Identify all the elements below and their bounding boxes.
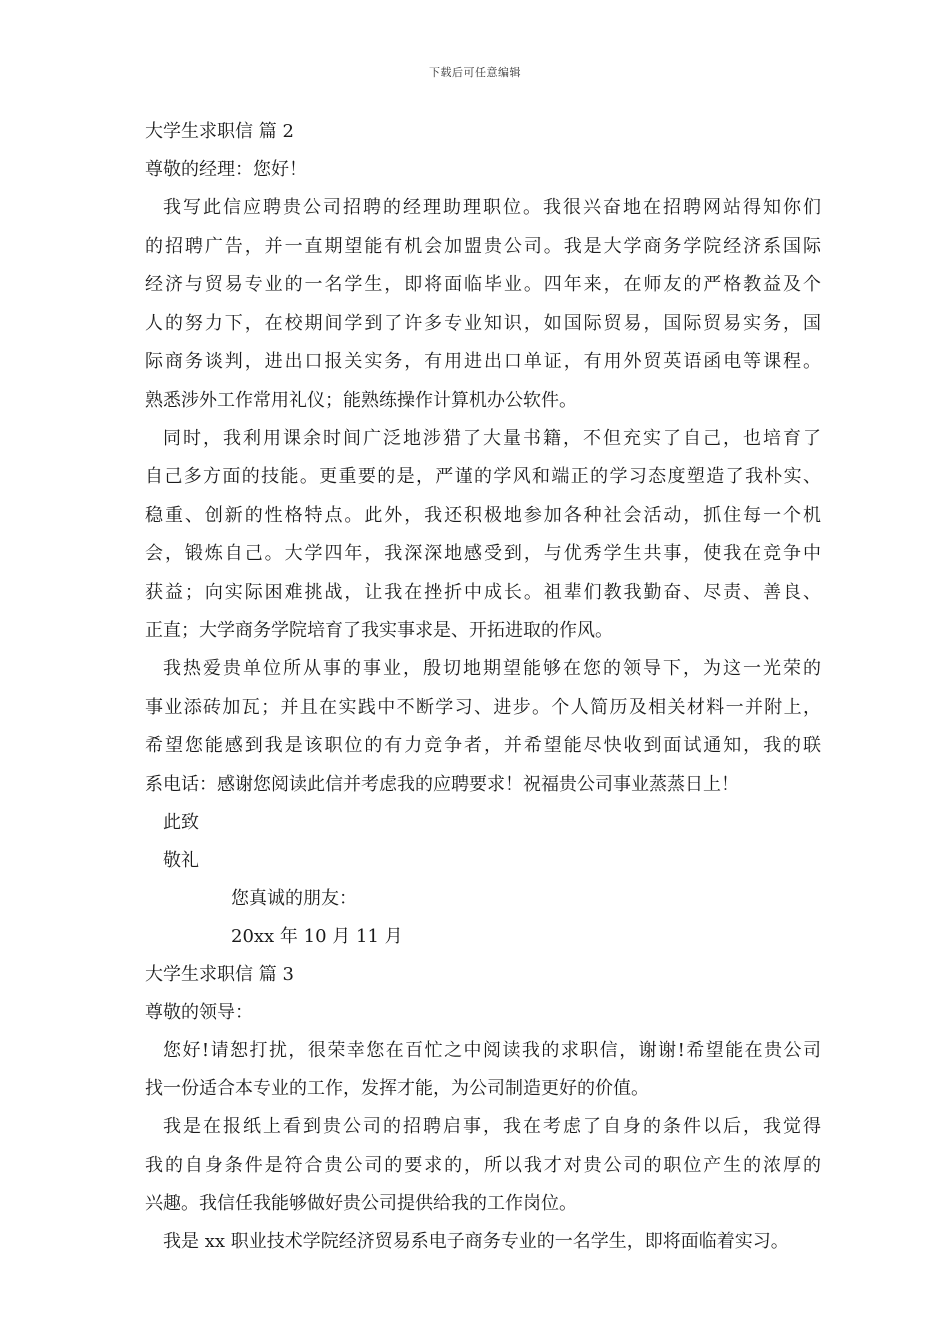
letter2-paragraph	[145, 427, 821, 643]
paragraph-line: 经济与贸易专业的一名学生，即将面临毕业。四年来，在师友的严格教益及个	[145, 274, 821, 295]
letter3-title: 大学生求职信 篇 3	[145, 963, 294, 985]
paragraph-line: 兴趣。我信任我能够做好贵公司提供给我的工作岗位。	[145, 1193, 577, 1214]
letter3-paragraph	[145, 1039, 821, 1101]
paragraph-line: 会，锻炼自己。大学四年，我深深地感受到，与优秀学生共事，使我在竞争中	[145, 543, 821, 564]
document-body	[145, 120, 821, 1268]
paragraph-line: 人的努力下，在校期间学到了许多专业知识，如国际贸易，国际贸易实务，国	[145, 312, 821, 334]
paragraph-line: 系电话：感谢您阅读此信并考虑我的应聘要求！祝福贵公司事业蒸蒸日上！	[145, 773, 739, 795]
paragraph-line: 我是在报纸上看到贵公司的招聘启事，我在考虑了自身的条件以后，我觉得	[163, 1116, 821, 1137]
paragraph-line: 熟悉涉外工作常用礼仪；能熟练操作计算机办公软件。	[145, 389, 577, 411]
letter3-salutation: 尊敬的领导：	[145, 1001, 253, 1023]
paragraph-line: 找一份适合本专业的工作，发挥才能，为公司制造更好的价值。	[145, 1078, 649, 1099]
paragraph-line: 我热爱贵单位所从事的事业，殷切地期望能够在您的领导下，为这一光荣的	[163, 658, 821, 679]
letter-date: 20xx 年 10 月 11 月	[231, 925, 403, 947]
signature: 您真诚的朋友：	[231, 887, 357, 909]
letter2-paragraph	[145, 196, 821, 412]
closing-regards: 敬礼	[163, 849, 199, 871]
paragraph-line: 我写此信应聘贵公司招聘的经理助理职位。我很兴奋地在招聘网站得知你们	[163, 197, 821, 218]
paragraph-line: 事业添砖加瓦；并且在实践中不断学习、进步。个人简历及相关材料一并附上，	[145, 696, 821, 718]
paragraph-line: 际商务谈判，进出口报关实务，有用进出口单证，有用外贸英语函电等课程。	[145, 351, 821, 372]
letter2-title: 大学生求职信 篇 2	[145, 121, 294, 142]
closing-phrase: 此致	[163, 811, 199, 833]
letter3-paragraph	[145, 1115, 821, 1215]
paragraph-line: 同时，我利用课余时间广泛地涉猎了大量书籍，不但充实了自己，也培育了	[163, 427, 821, 449]
paragraph-line: 我的自身条件是符合贵公司的要求的，所以我才对贵公司的职位产生的浓厚的	[145, 1154, 821, 1176]
paragraph-line: 获益；向实际困难挑战，让我在挫折中成长。祖辈们教我勤奋、尽责、善良、	[145, 581, 821, 603]
paragraph-line: 自己多方面的技能。更重要的是，严谨的学风和端正的学习态度塑造了我朴实、	[145, 466, 821, 487]
paragraph-line: 的招聘广告，并一直期望能有机会加盟贵公司。我是大学商务学院经济系国际	[145, 235, 821, 257]
letter2-paragraph	[145, 657, 821, 796]
paragraph-line: 您好!请恕打扰，很荣幸您在百忙之中阅读我的求职信，谢谢!希望能在贵公司	[163, 1039, 821, 1061]
paragraph-line: 正直；大学商务学院培育了我实事求是、开拓进取的作风。	[145, 620, 613, 641]
letter3-paragraph	[145, 1230, 821, 1253]
header-note: 下载后可任意编辑	[429, 66, 521, 79]
letter2-salutation: 尊敬的经理：您好！	[145, 159, 307, 180]
paragraph-line: 稳重、创新的性格特点。此外，我还积极地参加各种社会活动，抓住每一个机	[145, 504, 821, 526]
paragraph-line: 我是 xx 职业技术学院经济贸易系电子商务专业的一名学生，即将面临着实习。	[163, 1231, 789, 1252]
paragraph-line: 希望您能感到我是该职位的有力竞争者，并希望能尽快收到面试通知，我的联	[145, 735, 821, 756]
